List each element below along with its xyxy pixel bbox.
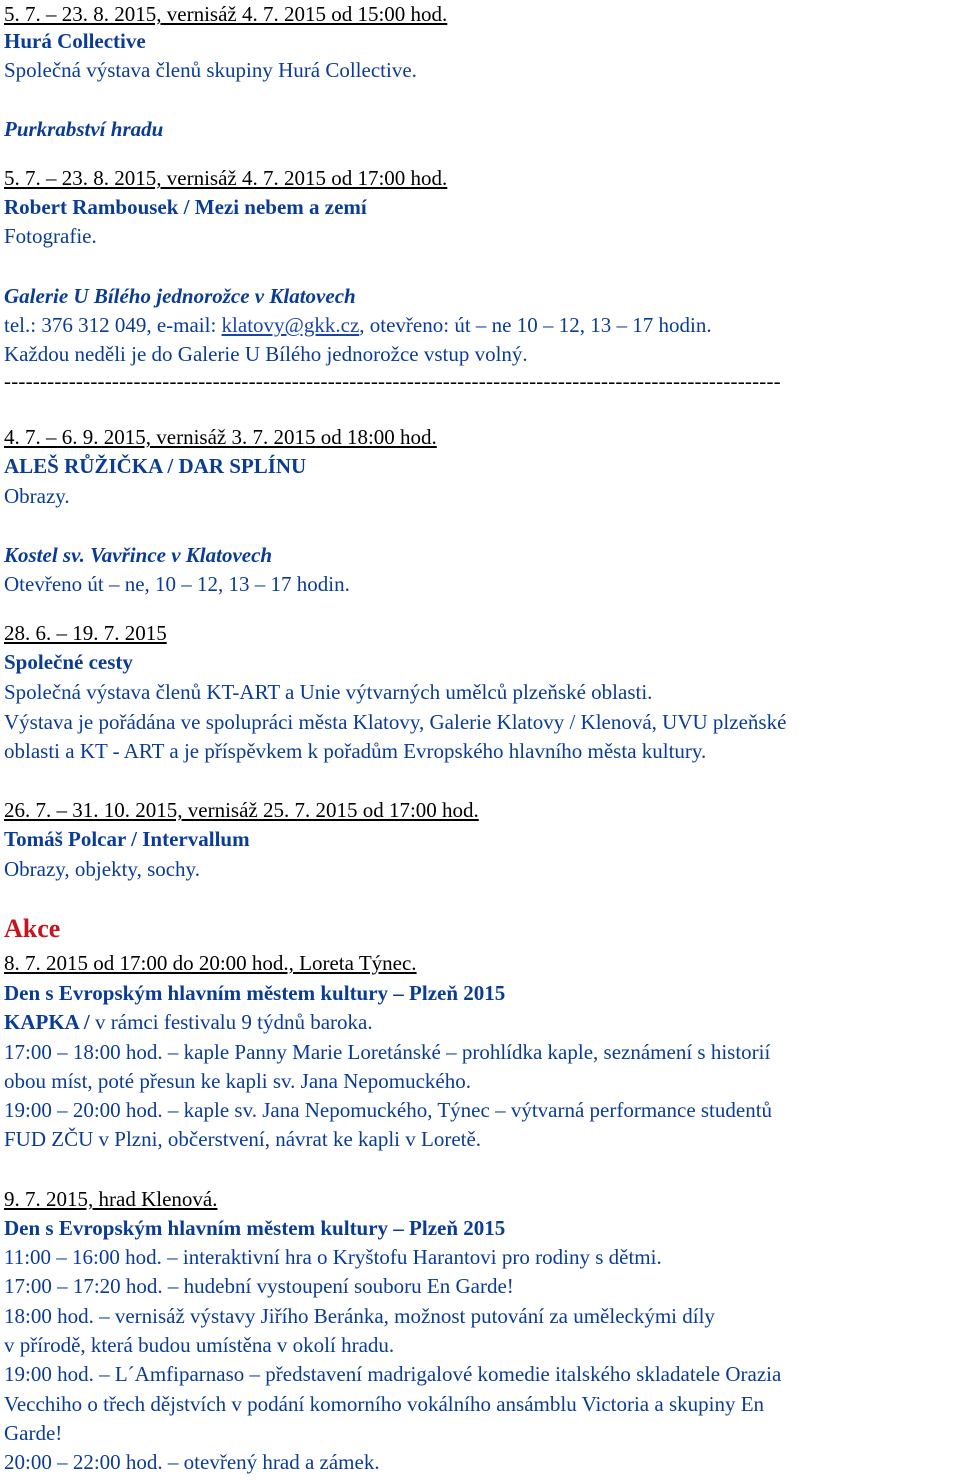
event1-line: FUD ZČU v Plzni, občerstvení, návrat ke kapli v Loretě.	[4, 1127, 482, 1151]
polcar-title: Tomáš Polcar / Intervallum	[4, 827, 250, 851]
cesty-text-1: Výstava je pořádána ve spolupráci města Klatovy, Galerie Klatovy / Klenová, UVU plzeňské	[4, 710, 787, 734]
purkrabstvi-heading: Purkrabství hradu	[4, 117, 164, 141]
purkrabstvi-desc: Fotografie.	[4, 224, 97, 248]
galerie-contact	[4, 312, 712, 338]
akce-heading: Akce	[4, 914, 61, 943]
event2-line: 17:00 – 17:20 hod. – hudební vystoupení souboru En Garde!	[4, 1274, 514, 1298]
cesty-text-2: oblasti a KT - ART a je příspěvkem k pořadům Evropského hlavního města kultury.	[4, 739, 707, 763]
event2-title: Den s Evropským hlavním městem kultury – Plzeň 2015	[4, 1216, 506, 1240]
event1-kapka	[4, 1009, 373, 1035]
event1-title: Den s Evropským hlavním městem kultury – Plzeň 2015	[4, 981, 506, 1005]
galerie-heading: Galerie U Bílého jednorožce v Klatovech	[4, 284, 356, 308]
event2-date: 9. 7. 2015, hrad Klenová.	[4, 1187, 218, 1211]
polcar-desc: Obrazy, objekty, sochy.	[4, 857, 200, 881]
event2-line: v přírodě, která budou umístěna v okolí hradu.	[4, 1333, 395, 1357]
email-link[interactable]: klatovy@gkk.cz	[221, 313, 360, 337]
event2-line: 11:00 – 16:00 hod. – interaktivní hra o Kryštofu Harantovi pro rodiny s dětmi.	[4, 1245, 662, 1269]
event2-line: 18:00 hod. – vernisáž výstavy Jiřího Beránka, možnost putování za uměleckými díly	[4, 1304, 715, 1328]
cesty-title: Společné cesty	[4, 650, 133, 674]
event1-date: 8. 7. 2015 od 17:00 do 20:00 hod., Loreta Týnec.	[4, 951, 417, 975]
event1-line: 17:00 – 18:00 hod. – kaple Panny Marie Loretánské – prohlídka kaple, seznámení s historií	[4, 1040, 771, 1064]
event2-line: 19:00 hod. – L´Amfiparnaso – představení madrigalové komedie italského skladatele Orazia	[4, 1362, 782, 1386]
galerie-hours: , otevřeno: út – ne 10 – 12, 13 – 17 hodin.	[359, 313, 712, 337]
kostel-heading: Kostel sv. Vavřince v Klatovech	[4, 543, 273, 567]
event2-line: Vecchiho o třech dějstvích v podání komorního vokálního ansámblu Victoria a skupiny En	[4, 1392, 765, 1416]
event1-line: 19:00 – 20:00 hod. – kaple sv. Jana Nepomuckého, Týnec – výtvarná performance studentů	[4, 1098, 773, 1122]
ruzicka-desc: Obrazy.	[4, 484, 70, 508]
purkrabstvi-title: Robert Rambousek / Mezi nebem a zemí	[4, 195, 367, 219]
cesty-date: 28. 6. – 19. 7. 2015	[4, 621, 167, 645]
event2-line: Garde!	[4, 1421, 63, 1445]
event2-line: 20:00 – 22:00 hod. – otevřený hrad a zámek.	[4, 1450, 380, 1474]
ruzicka-date: 4. 7. – 6. 9. 2015, vernisáž 3. 7. 2015 od 18:00 hod.	[4, 425, 437, 449]
event1-line: obou míst, poté přesun ke kapli sv. Jana Nepomuckého.	[4, 1069, 471, 1093]
divider: ------------------------------------------------------------------------------------------------------------	[4, 369, 781, 393]
kapka-rest: v rámci festivalu 9 týdnů baroka.	[89, 1010, 373, 1034]
cesty-desc: Společná výstava členů KT-ART a Unie výtvarných umělců plzeňské oblasti.	[4, 680, 653, 704]
polcar-date: 26. 7. – 31. 10. 2015, vernisáž 25. 7. 2015 od 17:00 hod.	[4, 798, 479, 822]
galerie-tel: tel.: 376 312 049, e-mail:	[4, 313, 222, 337]
galerie-sunday: Každou neděli je do Galerie U Bílého jednorožce vstup volný.	[4, 342, 528, 366]
hura-date: 5. 7. – 23. 8. 2015, vernisáž 4. 7. 2015 od 15:00 hod.	[4, 2, 448, 26]
hura-desc: Společná výstava členů skupiny Hurá Collective.	[4, 58, 417, 82]
kapka-label: KAPKA /	[4, 1010, 90, 1034]
hura-title: Hurá Collective	[4, 29, 146, 53]
purkrabstvi-date: 5. 7. – 23. 8. 2015, vernisáž 4. 7. 2015 od 17:00 hod.	[4, 166, 448, 190]
kostel-hours: Otevřeno út – ne, 10 – 12, 13 – 17 hodin.	[4, 572, 350, 596]
ruzicka-title: ALEŠ RŮŽIČKA / DAR SPLÍNU	[4, 454, 307, 478]
